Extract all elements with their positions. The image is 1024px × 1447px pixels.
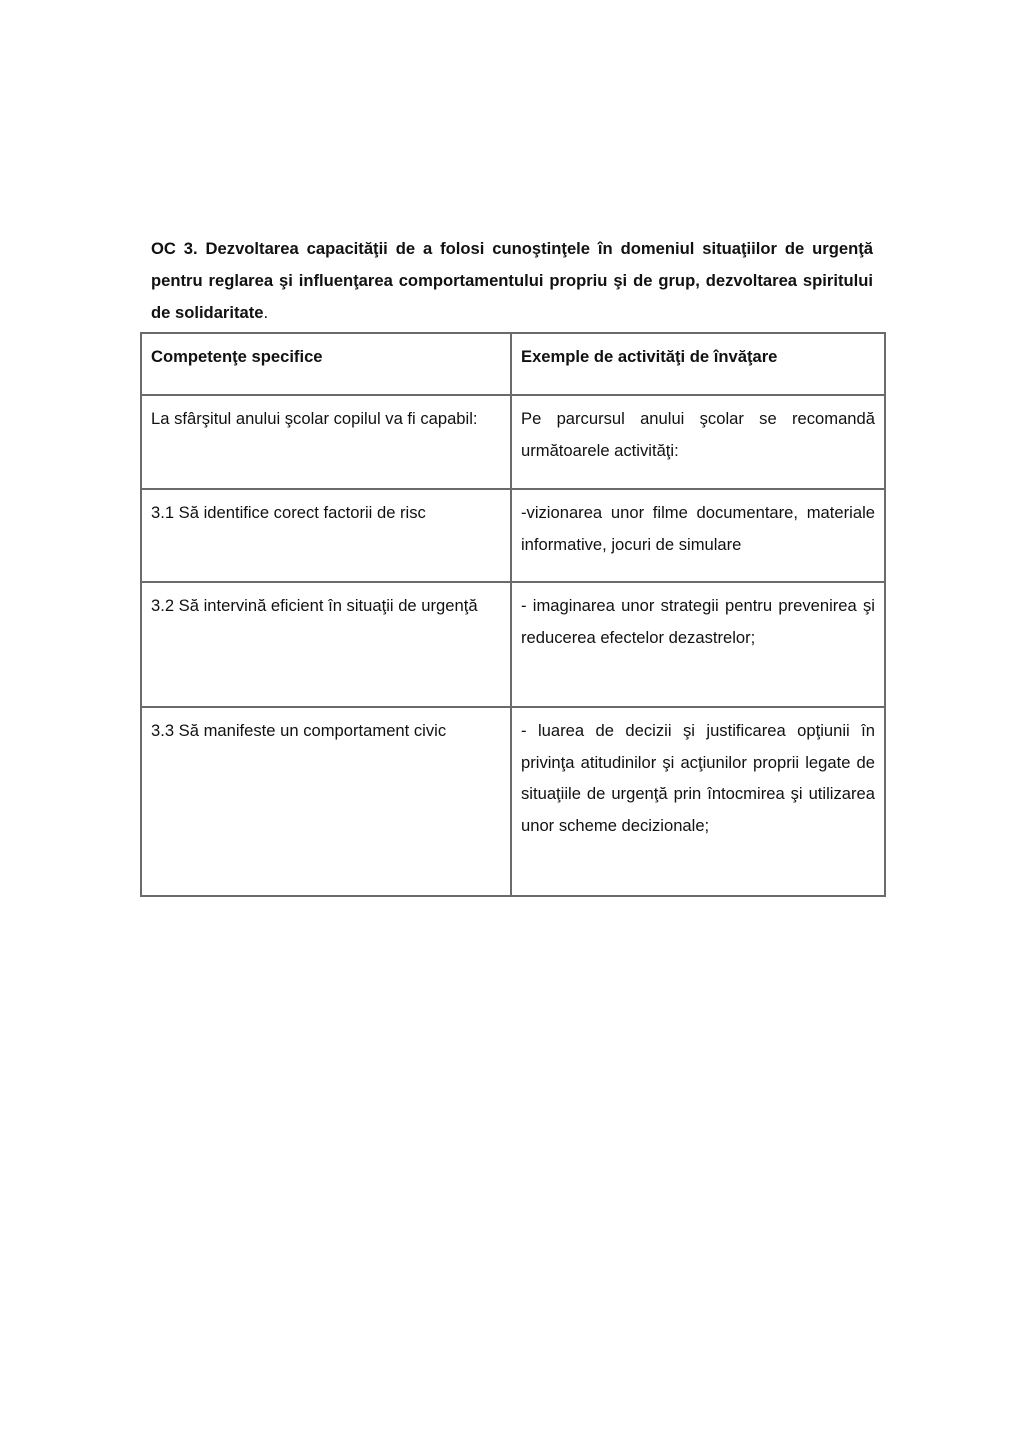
competence-cell: 3.3 Să manifeste un comportament civic [141,707,511,896]
activity-cell: -vizionarea unor filme documentare, materiale informative, jocuri de simulare [511,489,885,582]
competence-cell: 3.2 Să intervină eficient în situaţii de urgenţă [141,582,511,707]
header-activities: Exemple de activităţi de învăţare [511,333,885,395]
table-row [141,395,885,489]
activity-cell: - luarea de decizii şi justificarea opţiunii în privinţa atitudinilor şi acţiunilor proprii legate de situaţiile de urgenţă prin întocmirea şi utilizarea unor scheme decizionale; [511,707,885,896]
table-row [141,707,885,896]
competences-table [140,332,886,897]
objective-title: OC 3. Dezvoltarea capacităţii de a folosi cunoştinţele în domeniul situaţiilor de urgenţă pentru reglarea şi influenţarea comportamentului propriu şi de grup, dezvoltarea spiritului de solidaritate [151,239,873,322]
activity-cell: Pe parcursul anului şcolar se recomandă următoarele activităţi: [511,395,885,489]
competence-cell: La sfârşitul anului şcolar copilul va fi capabil: [141,395,511,489]
header-competences: Competenţe specifice [141,333,511,395]
objective-period: . [263,303,269,322]
objective-paragraph [151,233,873,329]
activity-cell: - imaginarea unor strategii pentru prevenirea şi reducerea efectelor dezastrelor; [511,582,885,707]
competence-cell: 3.1 Să identifice corect factorii de risc [141,489,511,582]
table-header-row [141,333,885,395]
table-row [141,489,885,582]
table-row [141,582,885,707]
